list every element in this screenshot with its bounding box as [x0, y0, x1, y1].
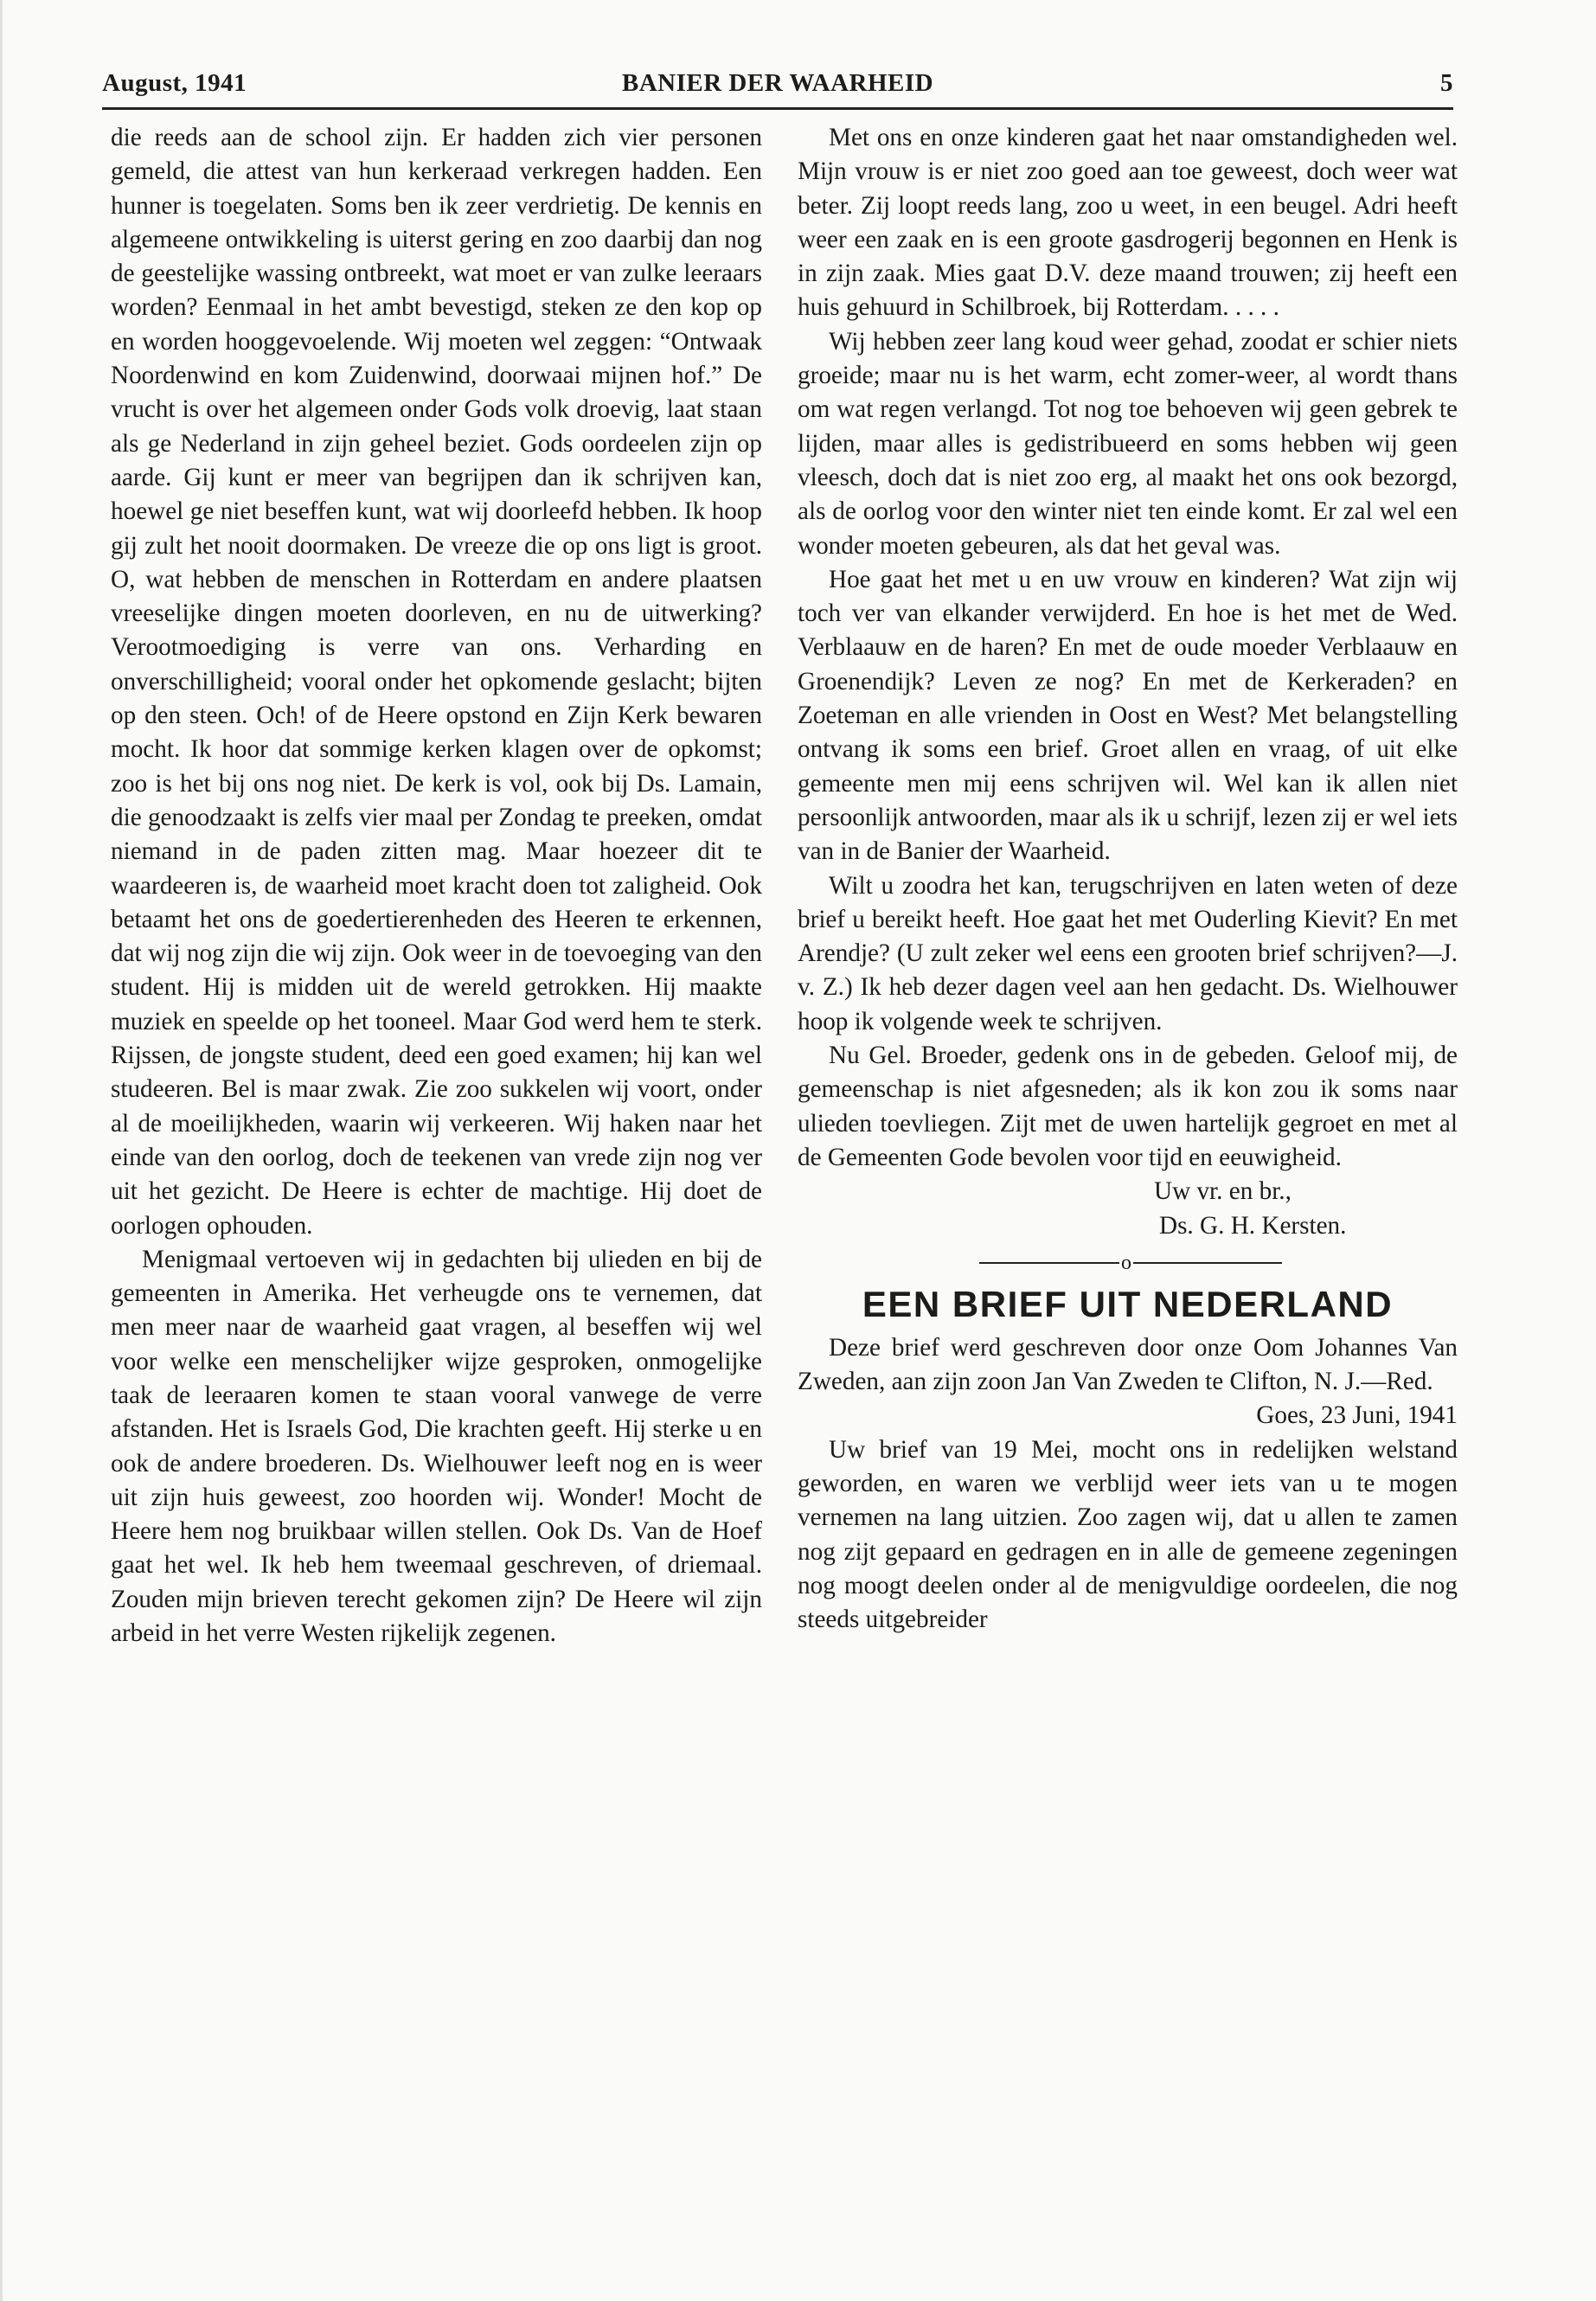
signature-name: Ds. G. H. Kersten. [1159, 1211, 1347, 1240]
binding-mark [0, 0, 3, 2301]
article-intro: Deze brief werd geschreven door onze Oom Johannes Van Zweden, aan zijn zoon Jan Van Zweden te Clifton, N. J.—Red. [798, 1333, 1458, 1396]
right-paragraph-1: Met ons en onze kinderen gaat het naar omstandigheden wel. Mijn vrouw is er niet zoo goed aan toe geweest, doch weer wat beter. Zij loopt reeds lang, zoo u weet, in een beugel. Adri heeft weer een zaak en is een groote gasdrogerij begonnen en Henk is in zijn zaak. Mies gaat D.V. deze maand trouwen; zij heeft een huis gehuurd in Schilbroek, bij Rotterdam. . . . . [798, 124, 1458, 322]
page-header [102, 69, 1453, 104]
article-dateline: Goes, 23 Juni, 1941 [1256, 1401, 1458, 1430]
section-divider [798, 1251, 1458, 1274]
right-paragraph-2: Wij hebben zeer lang koud weer gehad, zoodat er schier niets groeide; maar nu is het warm, echt zomer-weer, al wordt thans om wat regen verlangd. Tot nog toe behoeven wij geen gebrek te lijden, maar alles is gedistribueerd en soms hebben wij geen vleesch, doch dat is niet zoo erg, al maakt het ons ook bezorgd, als de oorlog voor den winter niet ten einde komt. Er zal wel een wonder moeten gebeuren, als dat het geval was. [798, 327, 1458, 560]
left-paragraph-1: die reeds aan de school zijn. Er hadden zich vier personen gemeld, die attest van hun kerkeraad verkregen hadden. Een hunner is toegelaten. Soms ben ik zeer verdrietig. De kennis en algemeene ontwikkeling is uiterst gering en zoo daarbij dan nog de geestelijke wassing ontbreekt, wat moet er van zulke leeraars worden? Eenmaal in het ambt bevestigd, steken ze den kop op en worden hooggevoelende. Wij moeten wel zeggen: “Ontwaak Noordenwind en kom Zuidenwind, doorwaai mijnen hof.” De vrucht is over het algemeen onder Gods volk droevig, laat staan als ge Nederland in zijn geheel beziet. Gods oordeelen zijn op aarde. Gij kunt er meer van begrijpen dan ik schrijven kan, hoewel ge niet beseffen kunt, wat wij doorleefd hebben. Ik hoop gij zult het nooit doormaken. De vreeze die op ons ligt is groot. O, wat hebben de menschen in Rotterdam en andere plaatsen vreeselijke dingen moeten doorleven, en nu de uitwerking? Verootmoediging is verre van ons. Verharding en onverschilligheid; vooral onder het opkomende geslacht; bijten op den steen. Och! of de Heere opstond en Zijn Kerk bewaren mocht. Ik hoor dat sommige kerken klagen over de opkomst; zoo is het bij ons nog niet. De kerk is vol, ook bij Ds. Lamain, die genoodzaakt is zelfs vier maal per Zondag te preeken, omdat niemand in de paden zitten mag. Maar hoezeer dit te waardeeren is, de waarheid moet kracht doen tot zaligheid. Ook betaamt het ons de goedertierenheden des Heeren te erkennen, dat wij nog zijn die wij zijn. Ook weer in de toevoeging van den student. Hij is midden uit de wereld getrokken. Hij maakte muziek en speelde op het tooneel. Maar God werd hem te sterk. Rijssen, de jongste student, deed een goed examen; hij kan wel studeeren. Bel is maar zwak. Zie zoo sukkelen wij voort, onder al de moeilijkheden, waarin wij verkeeren. Wij haken naar het einde van den oorlog, doch de teekenen van vrede zijn nog ver uit het gezicht. De Heere is echter de machtige. Hij doet de oorlogen ophouden. [111, 124, 762, 1240]
header-date: August, 1941 [102, 69, 247, 97]
header-rule [102, 107, 1453, 110]
divider-ornament: o [1119, 1247, 1133, 1280]
right-paragraph-3: Hoe gaat het met u en uw vrouw en kinderen? Wat zijn wij toch ver van elkander verwijderd. En hoe is het met de Wed. Verblaauw en de haren? En met de oude moeder Verblaauw en Groenendijk? Leven ze nog? En met de Kerkeraden? en Zoeteman en alle vrienden in Oost en West? Met belangstelling ontvang ik soms een brief. Groet allen en vraag, of uit elke gemeente men mij eens schrijven wil. Wel kan ik allen niet persoonlijk antwoorden, maar als ik u schrijf, lezen zij er wel iets van in de Banier der Waarheid. [798, 565, 1458, 866]
left-paragraph-2: Menigmaal vertoeven wij in gedachten bij ulieden en bij de gemeenten in Amerika. Het verheugde ons te vernemen, dat men meer naar de waarheid gaat vragen, al beseffen wij wel voor welke een menschelijker wijze gesproken, onmogelijke taak de leeraaren komen te staan vooral vanwege de verre afstanden. Het is Israels God, Die krachten geeft. Hij sterke u en ook de andere broederen. Ds. Wielhouwer leeft nog en is weer uit zijn huis geweest, zoo hoorden wij. Wonder! Mocht de Heere hem nog bruikbaar willen stellen. Ook Ds. Van de Hoef gaat het wel. Ik heb hem tweemaal geschreven, of driemaal. Zouden mijn brieven terecht gekomen zijn? De Heere wil zijn arbeid in het verre Westen rijkelijk zegenen. [111, 1245, 762, 1648]
header-title: BANIER DER WAARHEID [621, 69, 934, 97]
right-paragraph-4: Wilt u zoodra het kan, terugschrijven en laten weten of deze brief u bereikt heeft. Hoe gaat het met Ouderling Kievit? En met Arendje? (U zult zeker wel eens een grooten brief schrijven?—J. v. Z.) Ik heb dezer dagen veel aan hen gedacht. Ds. Wielhouwer hoop ik volgende week te schrijven. [798, 871, 1458, 1035]
right-column [798, 121, 1458, 1637]
header-page-number: 5 [1440, 69, 1453, 97]
article-paragraph-1: Uw brief van 19 Mei, mocht ons in redelijken welstand geworden, en waren we verblijd weer iets van u te mogen vernemen na lang uitzien. Zoo zagen wij, dat u allen te zamen nog zijt gepaard en gedragen en in alle de gemeene zegeningen nog moogt deelen onder al de menigvuldige oordeelen, die nog steeds uitgebreider [798, 1435, 1458, 1634]
left-column [111, 121, 762, 1650]
right-paragraph-5: Nu Gel. Broeder, gedenk ons in de gebeden. Geloof mij, de gemeenschap is niet afgesneden; als ik kon zou ik soms naar ulieden toevliegen. Zijt met de uwen hartelijk gegroet en met al de Gemeenten Gode bevolen voor tijd en eeuwigheid. [798, 1042, 1458, 1171]
article-heading: EEN BRIEF UIT NEDERLAND [862, 1283, 1394, 1324]
signature-greeting: Uw vr. en br., [1154, 1177, 1292, 1206]
